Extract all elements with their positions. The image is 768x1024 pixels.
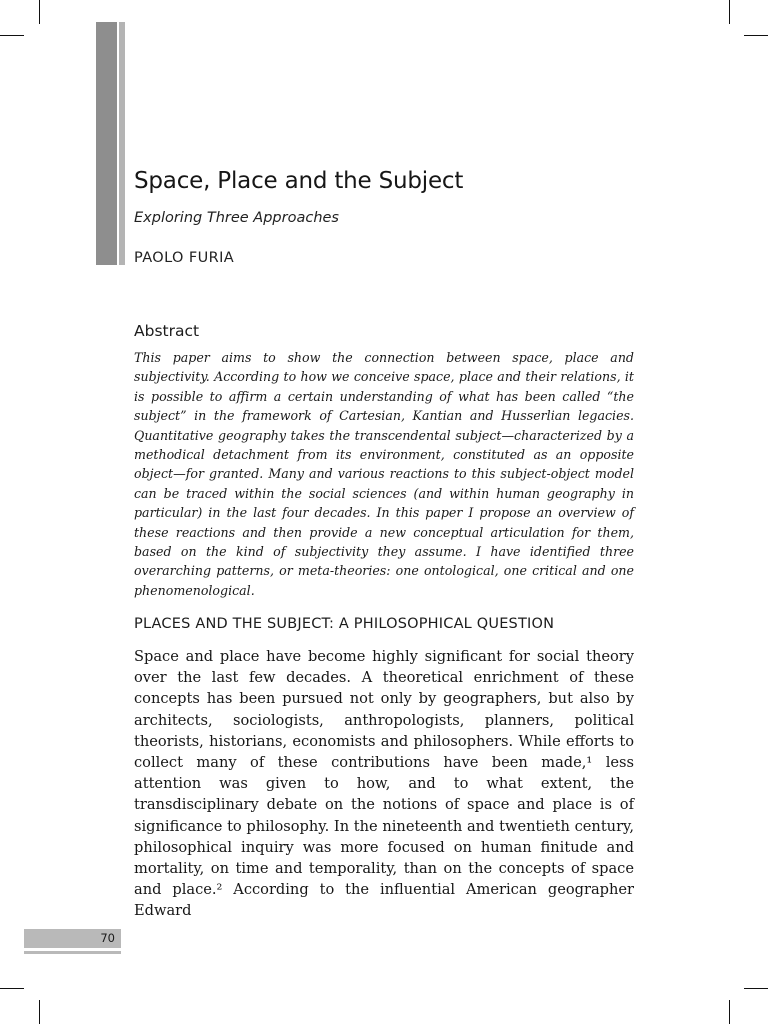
article-author: PAOLO FURIA xyxy=(134,250,235,266)
abstract-body: This paper aims to show the connection between space, place and subjectivity. According to how we conceive space, place and their relations, it is possible to affirm a certain understanding of what has been called “the subject” in the framework of Cartesian, Kantian and Husserlian legacies. Quantitative geography takes the transcendental subject—characterized by a methodical detachment from its environment, constituted as an opposite object—for granted. Many and various reactions to this subject-object model can be traced within the social sciences (and within human geography in particular) in the last four decades. In this paper I propose an overview of these reactions and then provide a new conceptual articulation for them, based on the kind of subjectivity they assume. I have identified three overarching patterns, or meta-theories: one ontological, one critical and one phenomenological. xyxy=(134,350,634,598)
section-heading: PLACES AND THE SUBJECT: A PHILOSOPHICAL QUESTION xyxy=(134,616,555,632)
page-number: 70 xyxy=(100,931,115,945)
crop-mark-top-left-vertical xyxy=(39,0,40,24)
crop-mark-top-left-horizontal xyxy=(0,35,24,36)
crop-mark-top-right-horizontal xyxy=(744,35,768,36)
crop-mark-bottom-left-horizontal xyxy=(0,988,24,989)
article-subtitle: Exploring Three Approaches xyxy=(134,210,339,226)
crop-mark-bottom-right-horizontal xyxy=(744,988,768,989)
title-accent-bar xyxy=(96,22,117,265)
crop-mark-bottom-right-vertical xyxy=(729,1000,730,1024)
folio-rule xyxy=(24,951,121,954)
title-accent-bar-light xyxy=(119,22,125,265)
article-title: Space, Place and the Subject xyxy=(134,168,464,194)
crop-mark-bottom-left-vertical xyxy=(39,1000,40,1024)
section-body: Space and place have become highly significant for social theory over the last few decades. A theoretical enrichment of these concepts has been pursued not only by geographers, but also by architects, sociologists, anthropologists, planners, political theorists, historians, economists and philosophers. While efforts to collect many of these contributions have been made,¹ less attention was given to how, and to what extent, the transdisciplinary debate on the notions of space and place is of significance to philosophy. In the nineteenth and twentieth century, philosophical inquiry was more focused on human finitude and mortality, on time and temporality, than on the concepts of space and place.² According to the influential American geographer Edward xyxy=(134,648,634,920)
crop-mark-top-right-vertical xyxy=(729,0,730,24)
abstract-heading: Abstract xyxy=(134,322,200,340)
